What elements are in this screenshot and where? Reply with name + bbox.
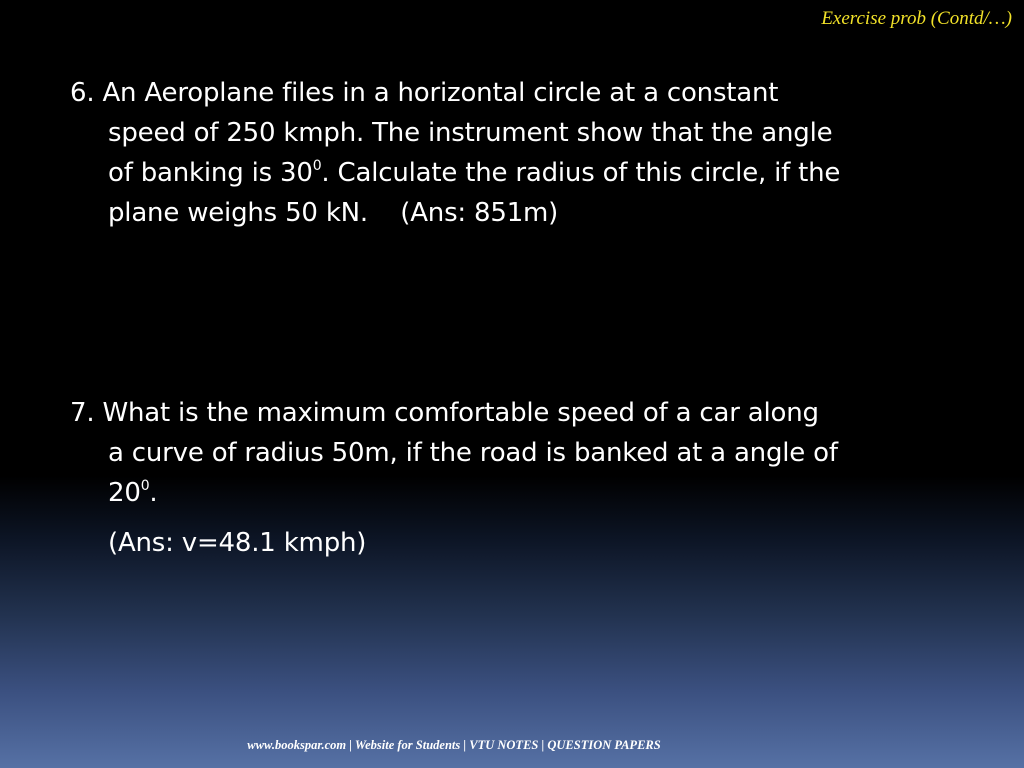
problem-6-line-1: 6. An Aeroplane files in a horizontal circle at a constant	[70, 78, 779, 108]
problem-7-line-2: a curve of radius 50m, if the road is banked at a angle of	[108, 438, 838, 468]
problem-6	[70, 73, 975, 233]
problem-6-line-3-text: of banking is 30	[108, 158, 313, 188]
problem-7	[70, 393, 975, 563]
problem-7-line-3-rest: .	[149, 478, 158, 508]
footer-text: www.bookspar.com | Website for Students | VTU NOTES | QUESTION PAPERS	[247, 738, 661, 752]
problem-7-line-3	[70, 473, 975, 513]
slide-title: Exercise prob (Contd/…)	[821, 8, 1012, 29]
problem-7-line-1: 7. What is the maximum comfortable speed of a car along	[70, 398, 819, 428]
problem-6-line-4: plane weighs 50 kN. (Ans: 851m)	[108, 198, 559, 228]
problem-6-line-3-rest: . Calculate the radius of this circle, if the	[321, 158, 841, 188]
problem-7-line-3-text: 20	[108, 478, 141, 508]
problem-6-line-3	[70, 153, 975, 193]
problem-6-line-2: speed of 250 kmph. The instrument show that the angle	[108, 118, 833, 148]
problem-7-answer: (Ans: v=48.1 kmph)	[108, 528, 367, 558]
degree-superscript: 0	[140, 478, 150, 494]
degree-superscript: 0	[312, 158, 322, 174]
